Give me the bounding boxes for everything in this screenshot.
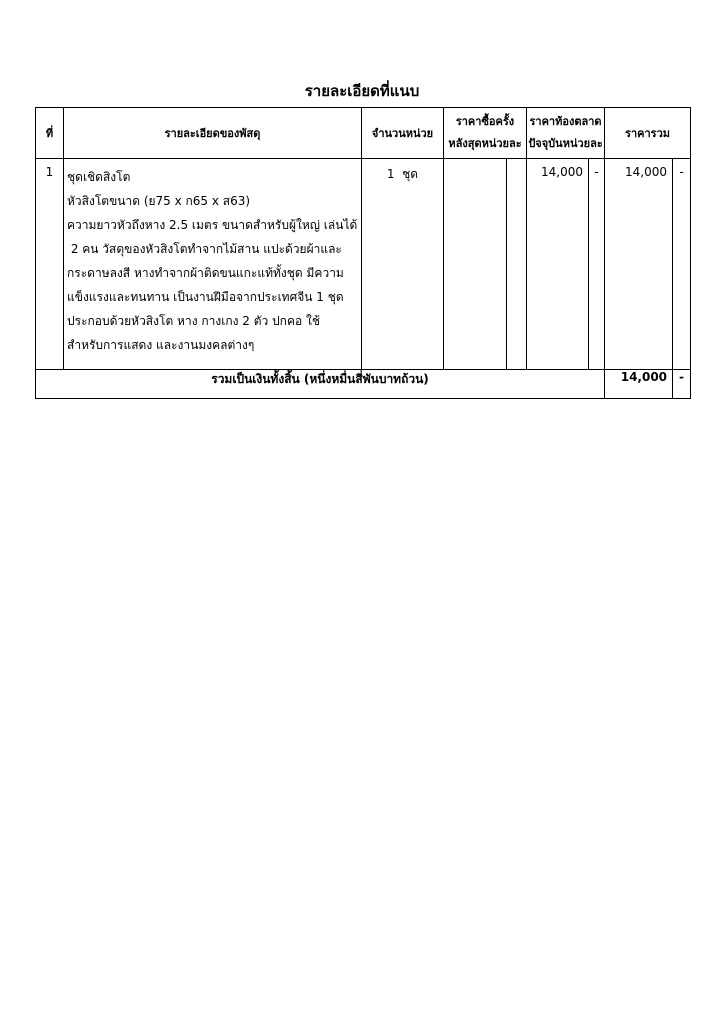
item-last-purchase-baht <box>444 159 507 370</box>
table-row <box>36 159 691 370</box>
item-market-price-satang: - <box>589 159 605 370</box>
header-market-price-line2: ปัจจุบันหน่วยละ <box>528 137 603 150</box>
total-satang: - <box>673 370 691 399</box>
description-line: 2 คน วัสดุของหัวสิงโตทำจากไม้สาน แปะด้วยผ้าและ <box>67 242 342 256</box>
document-title: รายละเอียดที่แนบ <box>304 82 420 100</box>
header-last-purchase-price <box>444 108 527 159</box>
description-line: ประกอบด้วยหัวสิงโต หาง กางเกง 2 ตัว ปกคอ ใช้ <box>67 314 321 328</box>
item-no: 1 <box>36 159 64 370</box>
description-line: กระดาษลงสี หางทำจากผ้าติดขนแกะแท้ทั้งชุด มีความ <box>67 266 344 280</box>
header-row <box>36 108 691 159</box>
description-line: หัวสิงโตขนาด (ย75 x ก65 x ส63) <box>67 194 251 208</box>
header-market-price-line1: ราคาท้องตลาด <box>529 115 602 128</box>
total-double-underline <box>606 398 690 399</box>
item-total-baht: 14,000 <box>605 159 673 370</box>
item-quantity: 1 ชุด <box>362 159 444 370</box>
total-baht: 14,000 <box>605 370 673 399</box>
description-line: สำหรับการแสดง และงานมงคลต่างๆ <box>67 338 255 352</box>
item-last-purchase-satang <box>507 159 527 370</box>
header-no: ที่ <box>36 108 64 159</box>
description-line: ความยาวหัวถึงหาง 2.5 เมตร ขนาดสำหรับผู้ใหญ่ เล่นได้ <box>67 218 358 232</box>
detail-table <box>35 107 691 399</box>
description-line: แข็งแรงและทนทาน เป็นงานฝีมือจากประเทศจีน 1 ชุด <box>67 290 344 304</box>
item-market-price-baht: 14,000 <box>527 159 589 370</box>
header-last-purchase-line2: หลังสุดหน่วยละ <box>448 137 522 150</box>
item-total-satang: - <box>673 159 691 370</box>
header-last-purchase-line1: ราคาซื้อครั้ง <box>455 115 515 128</box>
header-quantity: จำนวนหน่วย <box>362 108 444 159</box>
header-total-price: ราคารวม <box>605 108 691 159</box>
header-description: รายละเอียดของพัสดุ <box>64 108 362 159</box>
item-description <box>64 159 362 370</box>
header-market-price <box>527 108 605 159</box>
description-line: ชุดเชิดสิงโต <box>67 170 131 184</box>
total-row <box>36 370 691 399</box>
total-label: รวมเป็นเงินทั้งสิ้น (หนึ่งหมื่นสี่พันบาทถ้วน) <box>36 370 605 399</box>
